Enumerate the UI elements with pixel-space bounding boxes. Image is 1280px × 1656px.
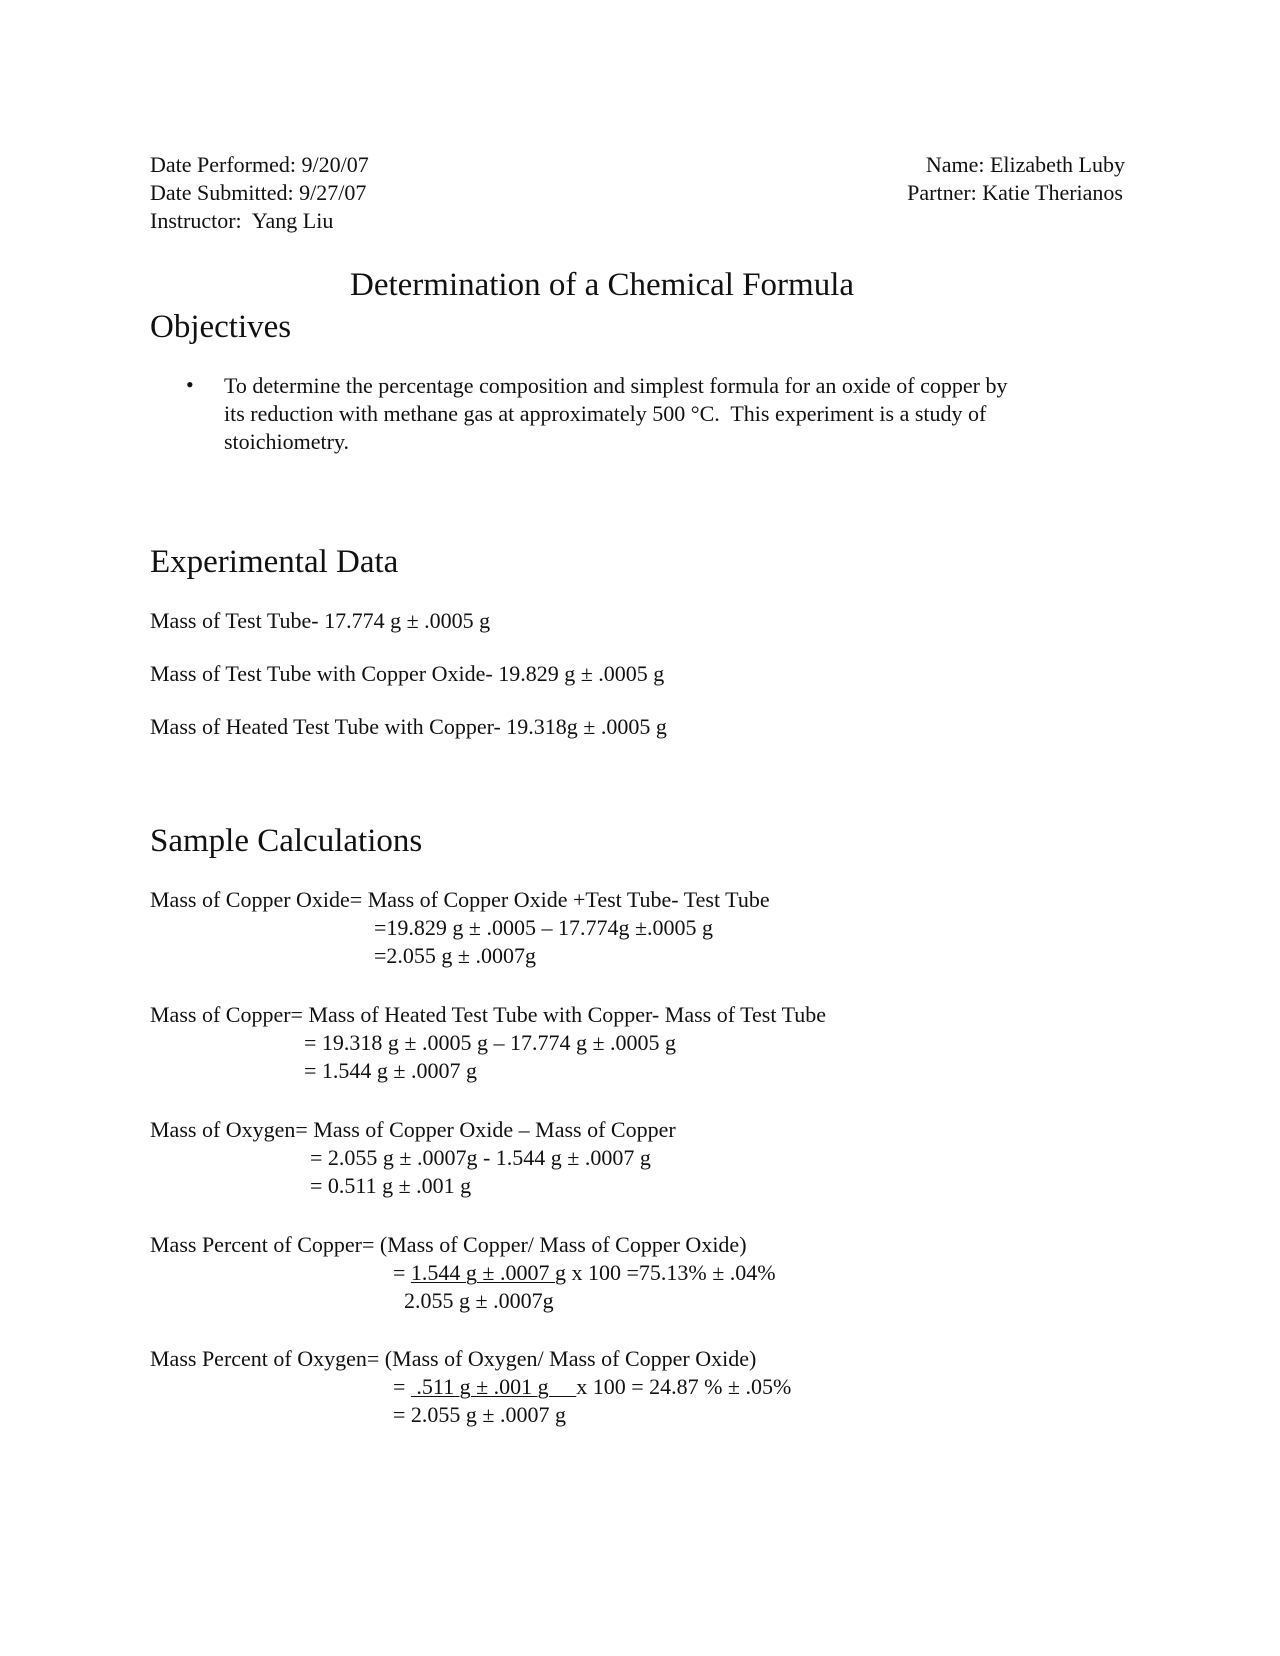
fraction-result: x 100 =75.13% ± .04% [566,1260,776,1285]
calc-oxygen-line: Mass of Oxygen= Mass of Copper Oxide – Mass of Copper [150,1117,676,1142]
objectives-heading: Objectives [150,309,292,345]
calc-percent-oxygen-line: Mass Percent of Oxygen= (Mass of Oxygen/ Mass of Copper Oxide) [150,1346,757,1371]
student-name: Name: Elizabeth Luby [925,152,1125,177]
bullet-marker: • [186,372,194,397]
fraction-denominator: = 2.055 g ± .0007 g [393,1402,566,1427]
fraction-numerator: .511 g ± .001 g [410,1374,577,1399]
fraction-numerator: 1.544 g ± .0007 g [410,1260,566,1285]
calc-copper-oxide-line: =2.055 g ± .0007g [374,943,536,968]
data-item-test-tube: Mass of Test Tube- 17.774 g ± .0005 g [150,608,491,633]
fraction-result: x 100 = 24.87 % ± .05% [576,1374,792,1399]
equals-sign: = [393,1260,411,1285]
calc-copper-line: = 19.318 g ± .0005 g – 17.774 g ± .0005 g [304,1030,677,1055]
calc-copper-line: = 1.544 g ± .0007 g [304,1058,477,1083]
objective-line: To determine the percentage composition and simplest formula for an oxide of copper by [224,373,1008,398]
instructor: Instructor: Yang Liu [150,208,334,233]
calculations-heading: Sample Calculations [150,823,423,859]
date-submitted: Date Submitted: 9/27/07 [150,180,367,205]
data-item-heated-test-tube: Mass of Heated Test Tube with Copper- 19.318g ± .0005 g [150,714,667,739]
objective-line: stoichiometry. [224,429,350,454]
experimental-heading: Experimental Data [150,544,399,580]
calc-percent-copper-line: Mass Percent of Copper= (Mass of Copper/ Mass of Copper Oxide) [150,1232,747,1257]
fraction-denominator: 2.055 g ± .0007g [404,1288,554,1313]
calc-copper-line: Mass of Copper= Mass of Heated Test Tube with Copper- Mass of Test Tube [150,1002,827,1027]
objective-line: its reduction with methane gas at approximately 500 °C. This experiment is a study of [224,401,987,426]
date-performed: Date Performed: 9/20/07 [150,152,369,177]
equals-sign: = [393,1374,411,1399]
data-item-test-tube-copper-oxide: Mass of Test Tube with Copper Oxide- 19.829 g ± .0005 g [150,661,665,686]
calc-oxygen-line: = 2.055 g ± .0007g - 1.544 g ± .0007 g [310,1145,651,1170]
calc-copper-oxide-line: Mass of Copper Oxide= Mass of Copper Oxide +Test Tube- Test Tube [150,887,770,912]
page-title: Determination of a Chemical Formula [350,267,855,303]
partner-name: Partner: Katie Therianos [907,180,1123,205]
calc-percent-oxygen-fraction [393,1376,791,1398]
calc-oxygen-line: = 0.511 g ± .001 g [310,1173,472,1198]
calc-percent-copper-fraction [393,1262,776,1284]
calc-copper-oxide-line: =19.829 g ± .0005 – 17.774g ±.0005 g [374,915,714,940]
